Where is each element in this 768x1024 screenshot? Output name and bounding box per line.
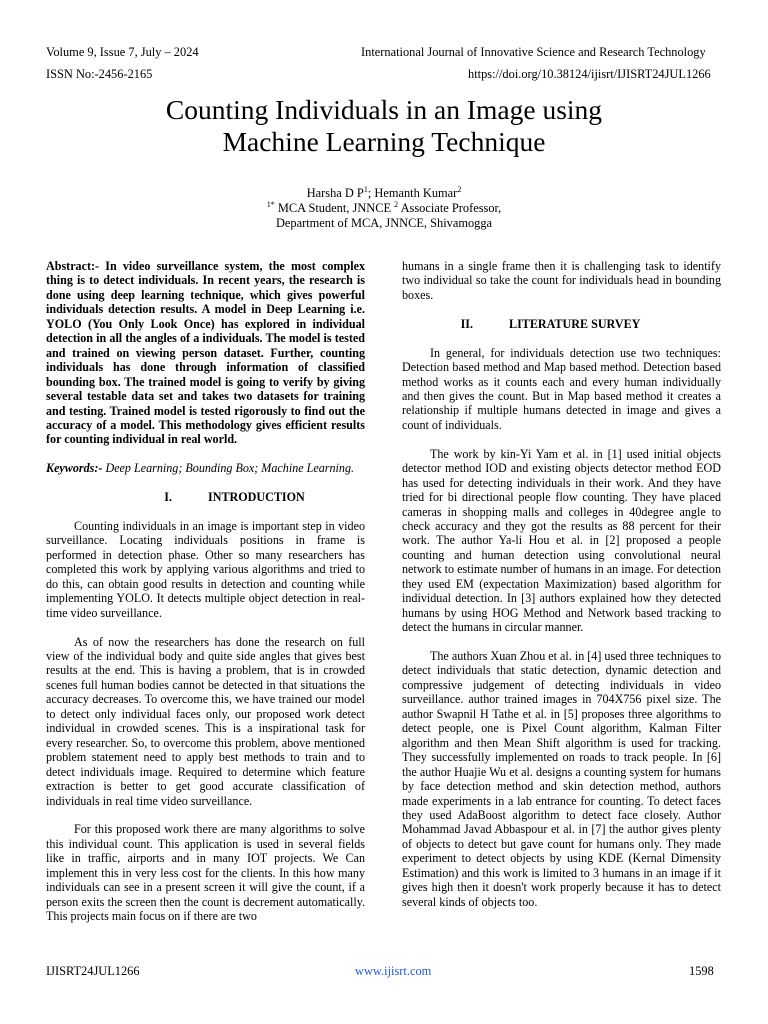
- footer-website-link[interactable]: www.ijisrt.com: [355, 964, 432, 978]
- affiliation-2-sup: 2: [394, 199, 399, 209]
- literature-paragraph-2: The work by kin-Yi Yam et al. in [1] used initial objects detector method IOD and existing objects detector method EOD has used for detecting individuals in their work. And they have tried for bi directional people flow counting. They have placed cameras in shopping malls and colleges in 40degree angle to check accuracy and they got the results as 88 percent for their work. The author Ya-li Hou et al. in [2] proposed a people counting and human detection using convolutional neural network to estimate number of humans in an image. For detection they used EM (expectation Maximization) based algorithm for individual detection. In [3] authors explained how they detected humans by using HOG Method and Network based tracking to detect the humans in circular manner.: [402, 446, 721, 635]
- title-line-1: Counting Individuals in an Image using: [165, 94, 603, 125]
- section-title: INTRODUCTION: [208, 490, 305, 505]
- page-number: 1598: [689, 964, 714, 978]
- intro-paragraph-2: As of now the researchers has done the research on full view of the individual body and quite side angles that gives best results at the end. This is having a problem, that is in crowded scenes full human bodies cannot be detected in that situations the accuracy decreases. To overcome this, we have trained our model to detect only individual faces only, our proposed work detect individual in crowded scenes. This is a inspirational task for every researcher. So, to overcome this problem, above mentioned problem statement need to apply best methods to train and to detect individuals image. Required to determine which feature extraction is better to get good accurate classification of individuals in real time video surveillance.: [46, 634, 365, 808]
- author-1-sup: 1: [363, 184, 368, 194]
- section-heading-introduction: [46, 490, 365, 504]
- keywords: [46, 461, 365, 475]
- affiliation-1: MCA Student, JNNCE: [274, 201, 395, 215]
- affiliation-1-sup: 1*: [266, 199, 275, 209]
- volume-info: Volume 9, Issue 7, July – 2024: [46, 45, 199, 59]
- literature-paragraph-1: In general, for individuals detection use two techniques: Detection based method and Map based method. Detection based method works as it counts each and every human individually and then gives the count. But in Map based method it creates a relationship if multiple humans detected in image and gives a count of individuals.: [402, 345, 721, 432]
- author-names: [40, 186, 728, 201]
- abstract: Abstract:- In video surveillance system, the most complex thing is to detect individuals. In recent years, the research is done using deep learning technique, which gives powerful individuals detection results. A model in Deep Learning i.e. YOLO (You Only Look Once) has explored in individual detection in all the angles of a individuals. The model is tested and trained on viewing person dataset. Further, counting individuals has done through information of classified bounding box. The trained model is going to verify by giving several testable data set and takes two datasets for training and testing. Trained model is tested rigorously to find out the accuracy of a model. This methodology gives efficient results for counting individual in real world.: [46, 259, 365, 447]
- author-block: [40, 186, 728, 231]
- affiliation-line: [40, 201, 728, 216]
- author-2: Hemanth Kumar: [374, 186, 458, 200]
- keywords-label: Keywords:-: [46, 461, 103, 476]
- author-2-sup: 2: [457, 184, 462, 194]
- section-heading-literature-survey: [402, 317, 721, 331]
- intro-paragraph-3-continued: humans in a single frame then it is challenging task to identify two individual so take the count for individuals head in bounding boxes.: [402, 259, 721, 302]
- doi-link[interactable]: https://doi.org/10.38124/ijisrt/IJISRT24JUL1266: [468, 67, 711, 81]
- footer-paper-id: IJISRT24JUL1266: [46, 964, 140, 978]
- author-separator: ;: [367, 186, 375, 200]
- keywords-list: Deep Learning; Bounding Box; Machine Learning.: [102, 461, 355, 476]
- literature-paragraph-3: The authors Xuan Zhou et al. in [4] used three techniques to detect individuals that static detection, dynamic detection and compressive judgement of detecting individuals in video surveillance. author trained images in 704X756 pixel size. The author Swapnil H Tathe et al. in [5] proposes three algorithms to detect people, one is Pixel Count algorithm, Kalman Filter algorithm and then Mean Shift algorithm is used for tracking. They successfully implemented on roads to track people. In [6] the author Huajie Wu et al. designs a counting system for humans by face detection method and skin detection method, authors made experiments in a lab entrance for counting. To detect faces they used AdaBoost algorithm to detect face closely. Author Mohammad Javad Abbaspour et al. in [7] the author gives plenty of objects to detect but gave count for humans only. They made experiment to detect objects by using KDE (Kernal Dimensity Estimation) and this work is limited to 3 humans in an image if it gives high then it doesn't work properly because it has to detect several kinds of objects too.: [402, 648, 721, 909]
- intro-paragraph-3: For this proposed work there are many algorithms to solve this individual count. This application is used in several fields like in traffic, airports and in many IOT projects. We Can implement this in very less cost for the clients. In this how many individuals can see in a present screen it will give the count, if a person exits the screen then the count is decrement automatically. This projects main focus on if there are two: [46, 822, 365, 924]
- section-number: I.: [164, 490, 172, 505]
- intro-paragraph-1: Counting individuals in an image is important step in video surveillance. Locating individuals positions in frame is performed in detection phase. Other so many researchers has completed this work by applying various algorithms and tried to do this, can obtain good results in detection and counting while implementing YOLO. It detects multiple object detection in real-time video surveillance.: [46, 518, 365, 620]
- issn: ISSN No:-2456-2165: [46, 67, 153, 81]
- right-column: [402, 259, 721, 909]
- journal-name: International Journal of Innovative Science and Research Technology: [361, 45, 706, 59]
- title-line-2: Machine Learning Technique: [222, 126, 546, 157]
- paper-title: [40, 94, 728, 158]
- section-title: LITERATURE SURVEY: [509, 316, 641, 331]
- author-1: Harsha D P: [306, 186, 364, 200]
- section-number: II.: [460, 316, 473, 331]
- department: Department of MCA, JNNCE, Shivamogga: [275, 216, 493, 230]
- left-column: [46, 259, 365, 924]
- affiliation-2: Associate Professor,: [398, 201, 502, 215]
